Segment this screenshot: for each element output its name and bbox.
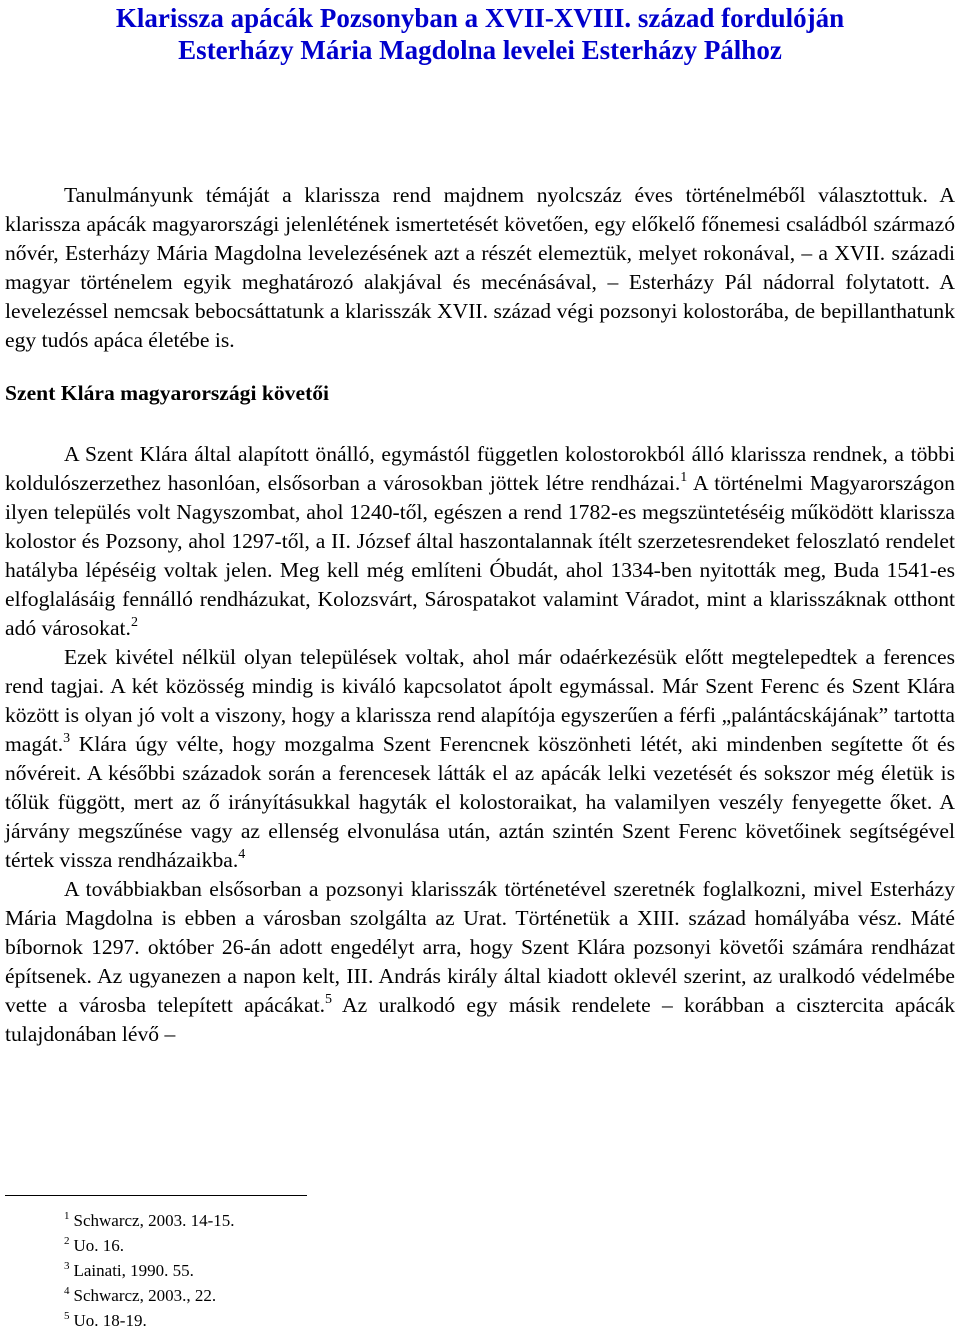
- footnote-ref-2[interactable]: 2: [130, 615, 138, 630]
- footnote-ref-3[interactable]: 3: [63, 731, 71, 746]
- footnote-item: [64, 1233, 235, 1258]
- footnote-number: 1: [64, 1210, 70, 1222]
- footnote-number: 4: [64, 1285, 70, 1297]
- footnote-item: [64, 1308, 235, 1333]
- paragraph-text: A történelmi Magyarországon ilyen település volt Nagyszombat, ahol 1240-től, egészen a rend 1782-es megszüntetéséig működött klarissza kolostor és Pozsony, ahol 1297-től, a II. József által haszontalannak ítélt szerzetesrendeket feloszlató rendelet hatályba lépéséig voltak jelen. Meg kell még említeni Óbudát, ahol 1334-ben nyitották meg, Buda 1541-es elfoglalásáig fennálló rendházukat, Kolozsvárt, Sárospatakot valamint Váradot, mint a klarisszáknak otthont adó városokat.: [5, 471, 955, 640]
- footnote-list: [64, 1208, 235, 1333]
- footnote-item: [64, 1208, 235, 1233]
- footnote-number: 3: [64, 1260, 70, 1272]
- footnote-number: 5: [64, 1310, 70, 1322]
- footnote-text: Uo. 18-19.: [73, 1311, 147, 1330]
- document-page: [5, 0, 955, 1330]
- footnote-ref-1[interactable]: 1: [680, 470, 688, 485]
- paragraph-text: A Szent Klára által alapított önálló, egymástól független kolostorokból álló klarissza rendnek, a többi koldulószerzethez hasonlóan, elsősorban a városokban jöttek létre rendházai.: [5, 442, 955, 495]
- footnote-text: Schwarcz, 2003. 14-15.: [73, 1211, 235, 1230]
- footnote-ref-5[interactable]: 5: [325, 992, 333, 1007]
- footnote-divider: [5, 1195, 307, 1196]
- paragraph-text: Klára úgy vélte, hogy mozgalma Szent Ferencnek köszönheti létét, aki mindenben segítette őt és nővéreit. A későbbi századok során a ferencesek látták el az apácák lelki vezetését és sokszor még életük is tőlük függött, mert az ő irányításukkal hagyták el kolostoraikat, ha valamilyen veszély fenyegette őket. A járvány megszűnése vagy az ellenség elvonulása után, aztán szintén Szent Ferenc követőinek segítségével tértek vissza rendházaikba.: [5, 732, 955, 872]
- footnote-text: Lainati, 1990. 55.: [73, 1261, 194, 1280]
- footnote-text: Schwarcz, 2003., 22.: [73, 1286, 217, 1305]
- paragraph-text: Az uralkodó egy másik rendelete – korábban a cisztercita apácák tulajdonában lévő –: [5, 993, 955, 1046]
- section-heading: Szent Klára magyarországi követői: [5, 381, 330, 405]
- paragraph-text: Ezek kivétel nélkül olyan települések voltak, ahol már odaérkezésük előtt megtelepedtek a ferences rend tagjai. A két közösség mindig is kiváló kapcsolatot ápolt egymással. Már Szent Ferenc és Szent Klára között is olyan jó volt a viszony, hogy a klarissza rend alapítója egyszerűen a férfi „palántácskájának” tartotta magát.: [5, 645, 955, 756]
- paragraph-text: A továbbiakban elsősorban a pozsonyi klarisszák történetével szeretnék foglalkozni, mivel Esterházy Mária Magdolna is ebben a városban szolgálta az Urat. Történetük a XIII. század homályába vész. Máté bíbornok 1297. október 26-án adott engedélyt arra, hogy Szent Klára pozsonyi követői számára rendházat építsenek. Az ugyanezen a napon kelt, III. András király által kiadott oklevél szerint, az uralkodó védelmébe vette a városba telepített apácákat.: [5, 877, 955, 1017]
- section-paragraph-1: [5, 440, 955, 643]
- section-paragraph-3: [5, 875, 955, 1049]
- footnote-item: [64, 1283, 235, 1308]
- section-paragraph-2: [5, 643, 955, 875]
- footnote-ref-4[interactable]: 4: [238, 847, 246, 862]
- title-line-1: Klarissza apácák Pozsonyban a XVII-XVIII. század fordulóján: [115, 3, 845, 33]
- document-title: [5, 0, 955, 66]
- intro-paragraph: Tanulmányunk témáját a klarissza rend majdnem nyolcszáz éves történelméből választottuk. A klarissza apácák magyarországi jelenlétének ismertetését követően, egy előkelő főnemesi családból származó nővér, Esterházy Mária Magdolna levelezésének azt a részét elemeztük, melyet rokonával, – a XVII. századi magyar történelem egyik meghatározó alakjával és mecénásával, – Esterházy Pál nádorral folytatott. A levelezéssel nemcsak bebocsáttatunk a klarisszák XVII. század végi pozsonyi kolostorába, de bepillanthatunk egy tudós apáca életébe is.: [5, 183, 955, 352]
- footnote-number: 2: [64, 1235, 70, 1247]
- title-line-2: Esterházy Mária Magdolna levelei Esterházy Pálhoz: [178, 35, 782, 65]
- footnote-item: [64, 1258, 235, 1283]
- footnote-text: Uo. 16.: [73, 1236, 125, 1255]
